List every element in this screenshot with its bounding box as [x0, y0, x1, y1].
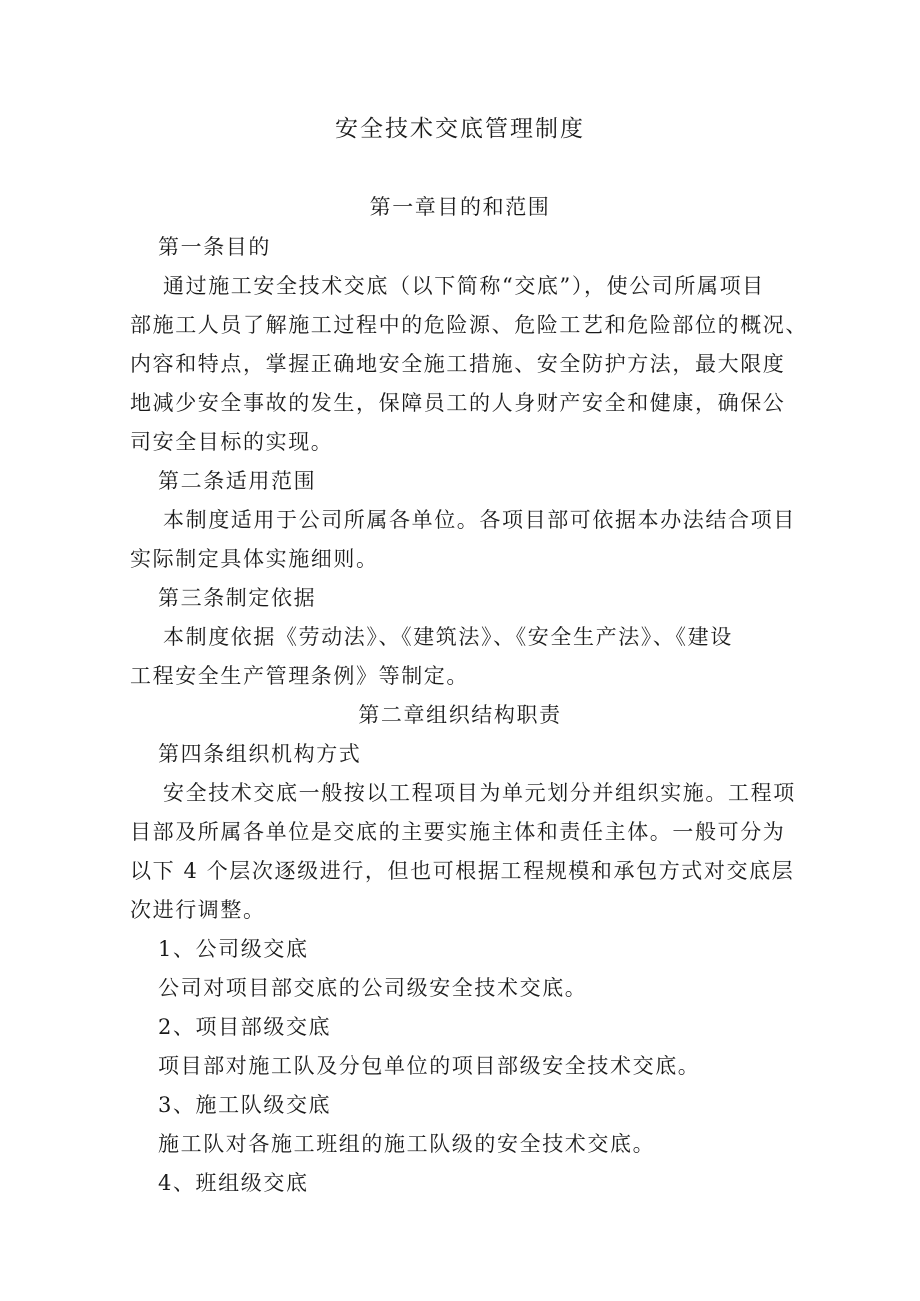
- article1-line-2: 部施工人员了解施工过程中的危险源、危险工艺和危险部位的概况、: [130, 313, 808, 337]
- chapter1-heading: 第一章目的和范围: [369, 195, 551, 219]
- article4-line-1: 安全技术交底一般按以工程项目为单元划分并组织实施。工程项: [163, 781, 796, 805]
- level-2-desc: 项目部对施工队及分包单位的项目部级安全技术交底。: [158, 1054, 701, 1078]
- article2-line-2: 实际制定具体实施细则。: [130, 547, 379, 571]
- level-1-label: 1、公司级交底: [158, 937, 309, 961]
- level-1-desc: 公司对项目部交底的公司级安全技术交底。: [158, 976, 588, 1000]
- article4-line-3: 以下 4 个层次逐级进行，但也可根据工程规模和承包方式对交底层: [130, 859, 795, 883]
- article2-heading: 第二条适用范围: [158, 469, 317, 493]
- article3-line-1: 本制度依据《劳动法》、《建筑法》、《安全生产法》、《建设: [163, 625, 733, 649]
- article1-line-3: 内容和特点，掌握正确地安全施工措施、安全防护方法，最大限度: [130, 352, 786, 376]
- document-title: 安全技术交底管理制度: [335, 116, 585, 142]
- level-2-label: 2、项目部级交底: [158, 1015, 332, 1039]
- article3-heading: 第三条制定依据: [158, 586, 317, 610]
- article1-line-1: 通过施工安全技术交底（以下简称“交底”），使公司所属项目: [163, 274, 765, 298]
- article4-line-4: 次进行调整。: [130, 898, 266, 922]
- article2-line-1: 本制度适用于公司所属各单位。各项目部可依据本办法结合项目: [163, 508, 796, 532]
- level-4-label: 4、班组级交底: [158, 1171, 309, 1195]
- article4-heading: 第四条组织机构方式: [158, 742, 362, 766]
- level-3-label: 3、施工队级交底: [158, 1093, 332, 1117]
- article1-heading: 第一条目的: [158, 235, 271, 259]
- article1-line-5: 司安全目标的实现。: [130, 430, 334, 454]
- article3-line-2: 工程安全生产管理条例》等制定。: [130, 664, 469, 688]
- article4-line-2: 目部及所属各单位是交底的主要实施主体和责任主体。一般可分为: [130, 820, 786, 844]
- chapter2-heading: 第二章组织结构职责: [358, 703, 562, 727]
- level-3-desc: 施工队对各施工班组的施工队级的安全技术交底。: [158, 1132, 656, 1156]
- article1-line-4: 地减少安全事故的发生，保障员工的人身财产安全和健康，确保公: [130, 391, 786, 415]
